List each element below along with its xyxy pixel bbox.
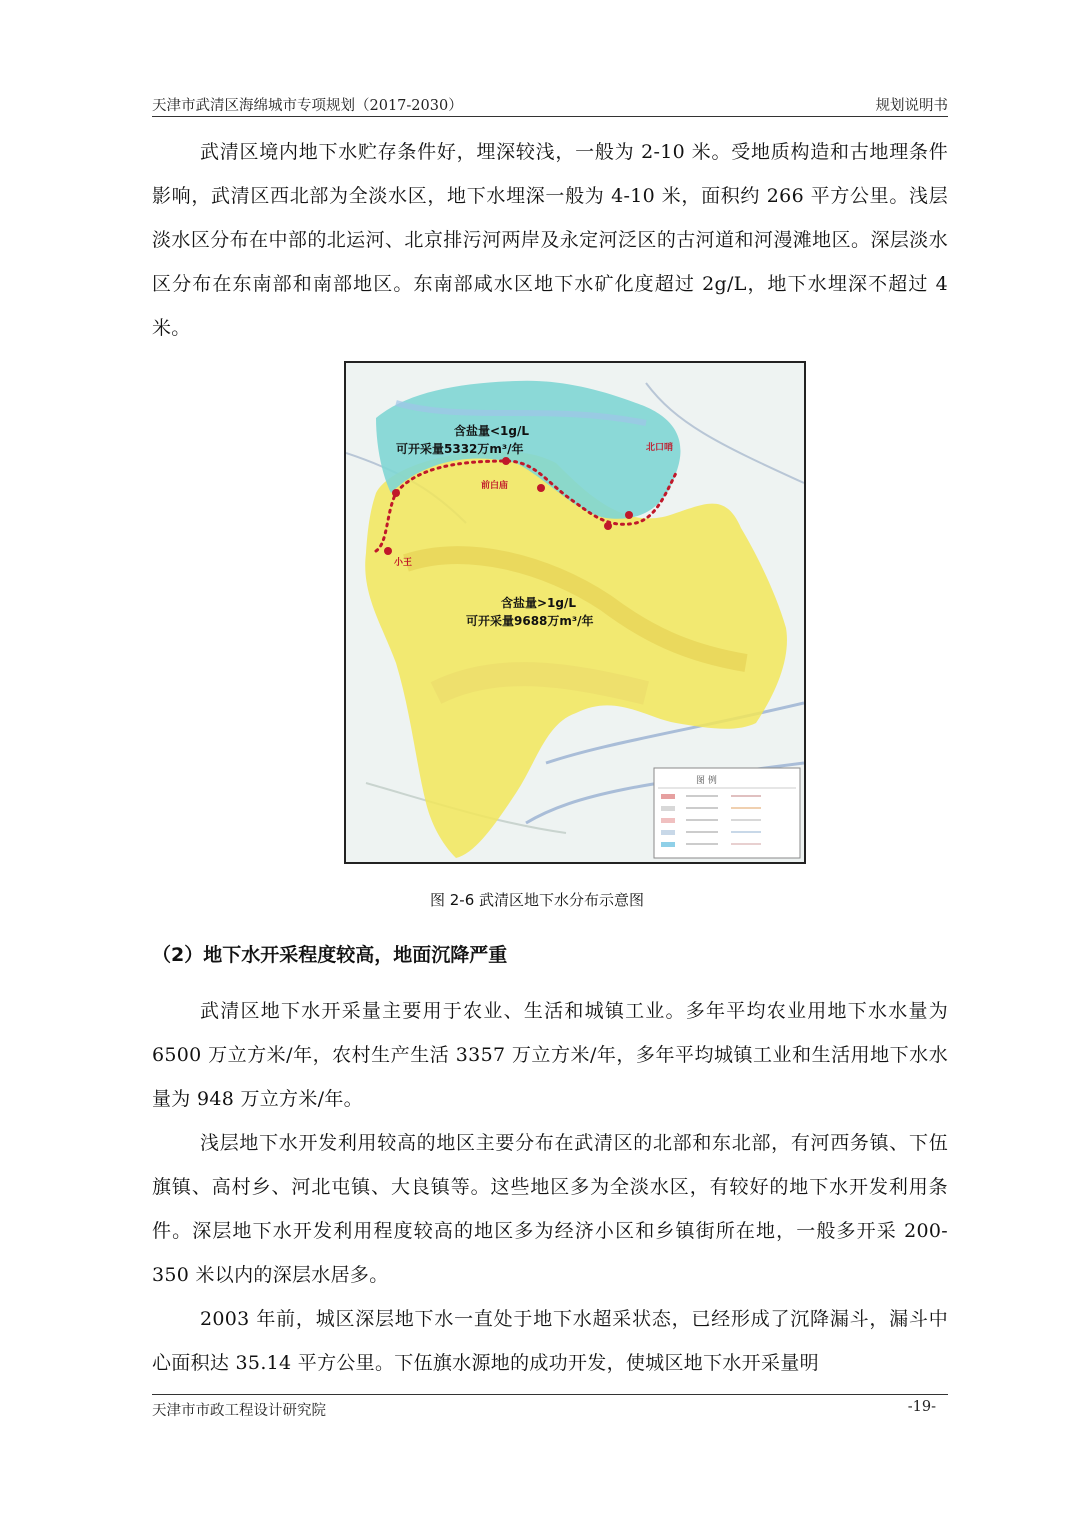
- section-heading: （2）地下水开采程度较高，地面沉降严重: [152, 944, 508, 966]
- place-label-beikoushao: 北口哨: [646, 443, 674, 453]
- map-legend: [654, 768, 800, 858]
- fresh-zone-label-1: 含盐量<1g/L: [454, 424, 530, 438]
- saline-zone-label-1: 含盐量>1g/L: [501, 596, 577, 610]
- header-doc-type: 规划说明书: [875, 98, 948, 114]
- groundwater-distribution-map: [344, 361, 806, 864]
- fresh-zone-label-2: 可开采量5332万m³/年: [396, 442, 524, 456]
- header-title: 天津市武清区海绵城市专项规划（2017-2030）: [152, 98, 463, 114]
- map-svg: [346, 363, 804, 862]
- page-header: [152, 92, 948, 117]
- legend-title: 图 例: [696, 776, 717, 786]
- paragraph-water-usage: 武清区地下水开采量主要用于农业、生活和城镇工业。多年平均农业用地下水水量为 6500 万立方米/年，农村生产生活 3357 万立方米/年，多年平均城镇工业和生活用地下水水量为 948 万立方米/年。: [152, 1000, 948, 1110]
- figure-caption: 图 2-6 武清区地下水分布示意图: [429, 891, 645, 909]
- saline-zone-label-2: 可开采量9688万m³/年: [466, 614, 594, 628]
- paragraph-groundwater-storage: 武清区境内地下水贮存条件好，埋深较浅，一般为 2-10 米。受地质构造和古地理条件影响，武清区西北部为全淡水区，地下水埋深一般为 4-10 米，面积约 266 平方公里。浅层淡水区分布在中部的北运河、北京排污河两岸及永定河泛区的古河道和河漫滩地区。深层淡水区分布在东南部和南部地区。东南部咸水区地下水矿化度超过 2g/L，地下水埋深不超过 4 米。: [152, 141, 948, 339]
- paragraph-subsidence: 2003 年前，城区深层地下水一直处于地下水超采状态，已经形成了沉降漏斗，漏斗中心面积达 35.14 平方公里。下伍旗水源地的成功开发，使城区地下水开采量明: [152, 1308, 948, 1374]
- paragraph-shallow-groundwater: 浅层地下水开发利用较高的地区主要分布在武清区的北部和东北部，有河西务镇、下伍旗镇、高村乡、河北屯镇、大良镇等。这些地区多为全淡水区，有较好的地下水开发利用条件。深层地下水开发利用程度较高的地区多为经济小区和乡镇街所在地，一般多开采 200-350 米以内的深层水居多。: [152, 1132, 948, 1286]
- place-label-xiaowang: 小王: [394, 558, 413, 568]
- place-label-qianbaimiao: 前白庙: [481, 481, 509, 491]
- footer-org: 天津市市政工程设计研究院: [152, 1403, 326, 1419]
- page-footer: [152, 1394, 948, 1419]
- page-number: -19-: [907, 1399, 936, 1415]
